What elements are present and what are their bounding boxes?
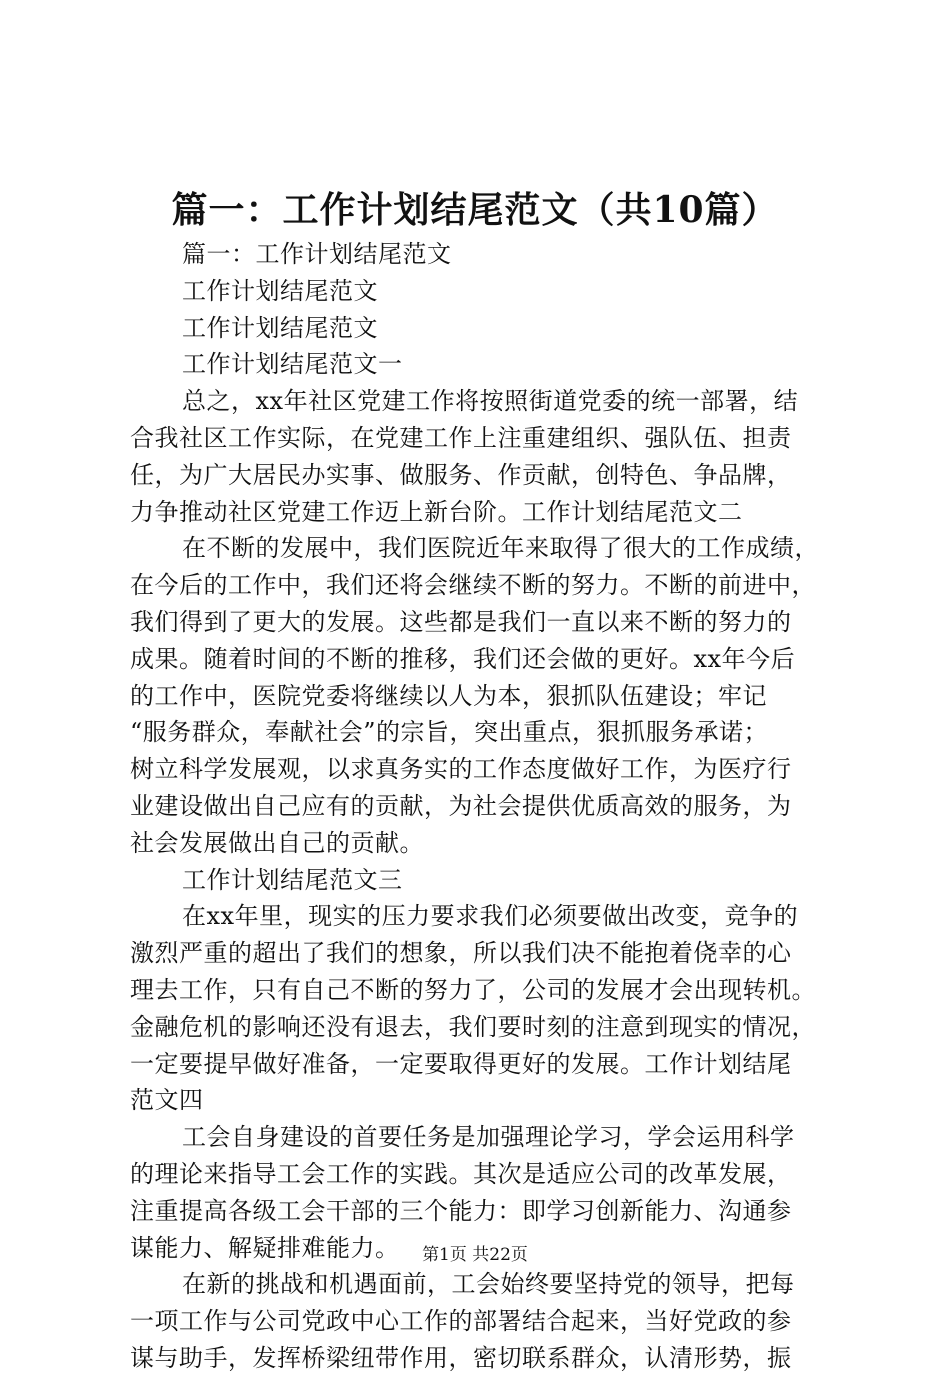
body-line: 总之，xx年社区党建工作将按照街道党委的统一部署，结 <box>182 387 799 416</box>
body-line: 业建设做出自己应有的贡献，为社会提供优质高效的服务，为 <box>130 791 792 820</box>
body-line: 在xx年里，现实的压力要求我们必须要做出改变，竞争的 <box>182 902 799 931</box>
body-line: 一项工作与公司党政中心工作的部署结合起来，当好党政的参 <box>130 1307 792 1336</box>
body-line: 的理论来指导工会工作的实践。其次是适应公司的改革发展， <box>130 1159 792 1188</box>
body-line: 谋能力、解疑排难能力。 <box>130 1233 400 1262</box>
body-line: 力争推动社区党建工作迈上新台阶。工作计划结尾范文二 <box>130 497 743 526</box>
body-line: 在今后的工作中，我们还将会继续不断的努力。不断的前进中， <box>130 571 816 600</box>
body-line: 在新的挑战和机遇面前，工会始终要坚持党的领导，把每 <box>182 1270 795 1299</box>
body-line: 任，为广大居民办实事、做服务、作贡献，创特色、争品牌， <box>130 460 792 489</box>
body-line: 注重提高各级工会干部的三个能力：即学习创新能力、沟通参 <box>130 1196 792 1225</box>
body-line: 工作计划结尾范文 <box>182 313 378 342</box>
body-line: 成果。随着时间的不断的推移，我们还会做的更好。xx年今后 <box>130 644 796 673</box>
body-line: 工作计划结尾范文一 <box>182 350 403 379</box>
document-title: 篇一：工作计划结尾范文（共10篇） <box>171 189 779 231</box>
body-line: 工作计划结尾范文三 <box>182 865 403 894</box>
body-line: 合我社区工作实际，在党建工作上注重建组织、强队伍、担责 <box>130 423 792 452</box>
body-line: 我们得到了更大的发展。这些都是我们一直以来不断的努力的 <box>130 607 792 636</box>
body-line: 篇一：工作计划结尾范文 <box>182 240 452 268</box>
body-line: 工会自身建设的首要任务是加强理论学习，学会运用科学 <box>182 1123 795 1152</box>
body-line: “服务群众，奉献社会”的宗旨，突出重点，狠抓服务承诺； <box>130 718 769 747</box>
body-line: 社会发展做出自己的贡献。 <box>130 828 424 857</box>
body-line: 工作计划结尾范文 <box>182 276 378 305</box>
body-line: 理去工作，只有自己不断的努力了，公司的发展才会出现转机。 <box>130 975 816 1004</box>
body-line: 的工作中，医院党委将继续以人为本，狠抓队伍建设；牢记 <box>130 681 767 710</box>
body-line: 在不断的发展中，我们医院近年来取得了很大的工作成绩， <box>182 534 819 563</box>
body-line: 谋与助手，发挥桥梁纽带作用，密切联系群众，认清形势，振 <box>130 1343 792 1372</box>
body-line: 范文四 <box>130 1086 204 1115</box>
page-number-footer: 第1页 共22页 <box>422 1245 528 1265</box>
body-line: 树立科学发展观，以求真务实的工作态度做好工作，为医疗行 <box>130 755 792 784</box>
body-line: 激烈严重的超出了我们的想象，所以我们决不能抱着侥幸的心 <box>130 939 792 968</box>
document-body <box>130 236 830 1377</box>
body-line: 一定要提早做好准备，一定要取得更好的发展。工作计划结尾 <box>130 1049 792 1078</box>
body-line: 金融危机的影响还没有退去，我们要时刻的注意到现实的情况， <box>130 1012 816 1041</box>
